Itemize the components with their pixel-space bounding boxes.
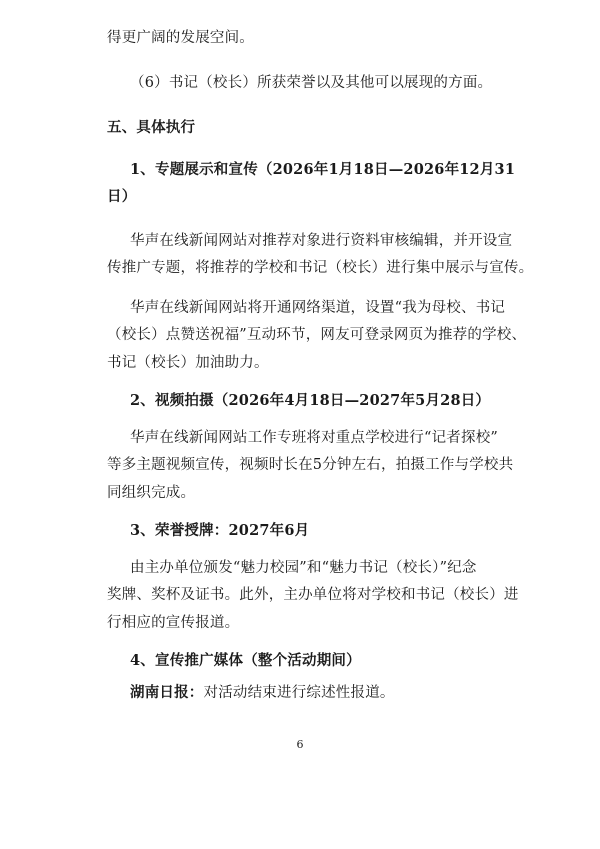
subsection-heading-continued: 日）: [107, 188, 137, 205]
text-line: （6）书记（校长）所获荣誉以及其他可以展现的方面。: [130, 75, 493, 91]
media-name: 湖南日报：: [130, 684, 204, 701]
text-line: 行相应的宣传报道。: [107, 615, 240, 631]
subsection-heading: 1、专题展示和宣传（2026年1月18日—2026年12月31: [130, 161, 516, 178]
text-line: 华声在线新闻网站对推荐对象进行资料审核编辑，并开设宣: [130, 233, 513, 249]
text-line: 等多主题视频宣传，视频时长在5分钟左右，拍摄工作与学校共: [107, 457, 514, 473]
text-line: 华声在线新闻网站将开通网络渠道，设置“我为母校、书记: [130, 300, 506, 316]
text-line: 同组织完成。: [107, 485, 196, 501]
subsection-heading: 2、视频拍摄（2026年4月18日—2027年5月28日）: [130, 392, 491, 409]
page-number: 6: [296, 738, 304, 751]
text-line: 奖牌、奖杯及证书。此外，主办单位将对学校和书记（校长）进: [107, 587, 519, 603]
text-line: 得更广阔的发展空间。: [107, 30, 254, 46]
subsection-heading: 3、荣誉授牌：2027年6月: [130, 522, 310, 539]
text-line: 书记（校长）加油助力。: [107, 355, 269, 371]
section-heading: 五、具体执行: [107, 119, 196, 136]
text-line: （校长）点赞送祝福”互动环节，网友可登录网页为推荐的学校、: [107, 327, 527, 343]
media-item: [130, 683, 395, 703]
text-line: 华声在线新闻网站工作专班将对重点学校进行“记者探校”: [130, 430, 499, 446]
text-line: 由主办单位颁发“魅力校园”和“魅力书记（校长）”纪念: [130, 560, 477, 576]
subsection-heading: 4、宣传推广媒体（整个活动期间）: [130, 652, 361, 669]
text-line: 传推广专题，将推荐的学校和书记（校长）进行集中展示与宣传。: [107, 260, 534, 276]
media-description: 对活动结束进行综述性报道。: [203, 685, 395, 701]
